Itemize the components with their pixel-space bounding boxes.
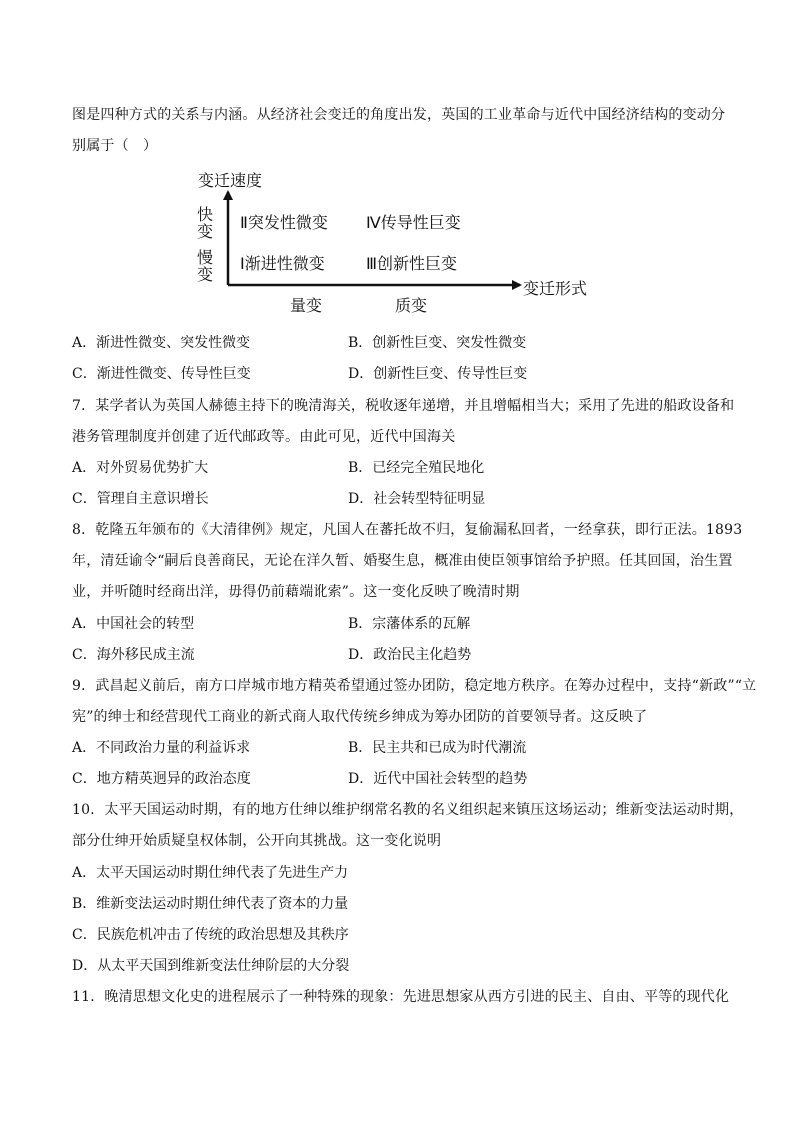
quadrant-3-label: Ⅲ创新性巨变 — [366, 254, 458, 273]
q6-option-b[interactable]: B．创新性巨变、突发性微变 — [348, 335, 527, 351]
q10-stem-line-1: 10．太平天国运动时期，有的地方仕绅以维护纲常名教的名义组织起来镇压这场运动；维新变法运动时期， — [72, 802, 744, 818]
q11-stem-line-1: 11．晚清思想文化史的进程展示了一种特殊的现象：先进思想家从西方引进的民主、自由、平等的现代化 — [72, 989, 730, 1005]
q6-stem-line-1: 图是四种方式的关系与内涵。从经济社会变迁的角度出发，英国的工业革命与近代中国经济结构的变动分 — [72, 107, 726, 123]
q10-stem-line-2: 部分仕绅开始质疑皇权体制，公开向其挑战。这一变化说明 — [72, 833, 442, 849]
q10-option-c[interactable]: C．民族危机冲击了传统的政治思想及其秩序 — [72, 927, 349, 943]
q9-stem-line-2: 宪”的绅士和经营现代工商业的新式商人取代传统乡绅成为筹办团防的首要领导者。这反映了 — [72, 709, 648, 725]
q8-option-b[interactable]: B．宗藩体系的瓦解 — [348, 616, 471, 632]
q8-stem-line-1: 8．乾隆五年颁布的《大清律例》规定，凡国人在蕃托故不归，复偷漏私回者，一经拿获，即行正法。1893 — [72, 522, 743, 538]
change-diagram — [190, 160, 610, 320]
q10-option-b[interactable]: B．维新变法运动时期仕绅代表了资本的力量 — [72, 896, 349, 912]
slow-label-char-2: 变 — [196, 265, 213, 284]
q8-stem-line-3: 业，并听随时经商出洋，毋得仍前藉端讹索”。这一变化反映了晚清时期 — [72, 584, 520, 600]
q6-option-c[interactable]: C．渐进性微变、传导性巨变 — [72, 366, 251, 382]
q9-stem-line-1: 9．武昌起义前后，南方口岸城市地方精英希望通过签办团防，稳定地方秩序。在筹办过程中，支持“新政”“立 — [72, 678, 757, 694]
y-axis-label: 变迁速度 — [198, 171, 263, 190]
q10-option-d[interactable]: D．从太平天国到维新变法仕绅阶层的大分裂 — [72, 958, 350, 974]
q8-option-a[interactable]: A．中国社会的转型 — [72, 616, 195, 632]
quadrant-4-label: Ⅳ传导性巨变 — [366, 213, 461, 232]
q6-stem-line-2: 别属于（ ） — [72, 138, 158, 154]
q9-option-c[interactable]: C．地方精英迥异的政治态度 — [72, 771, 251, 787]
q9-option-d[interactable]: D．近代中国社会转型的趋势 — [348, 771, 528, 787]
q6-option-d[interactable]: D．创新性巨变、传导性巨变 — [348, 366, 528, 382]
q7-option-c[interactable]: C．管理自主意识增长 — [72, 491, 209, 507]
q7-option-a[interactable]: A．对外贸易优势扩大 — [72, 460, 209, 476]
q8-stem-line-2: 年，清廷谕令“嗣后良善商民，无论在洋久暂、婚娶生息，概准由使臣领事馆给予护照。任其回国，治生置 — [72, 553, 733, 569]
q7-stem-line-1: 7．某学者认为英国人赫德主持下的晚清海关，税收逐年递增，并且增幅相当大；采用了先进的船政设备和 — [72, 398, 735, 414]
q9-option-b[interactable]: B．民主共和已成为时代潮流 — [348, 740, 527, 756]
q8-option-c[interactable]: C．海外移民成主流 — [72, 647, 195, 663]
quadrant-1-label: Ⅰ渐进性微变 — [240, 254, 325, 273]
q6-option-a[interactable]: A．渐进性微变、突发性微变 — [72, 335, 251, 351]
slow-label-char-1: 慢 — [196, 248, 213, 267]
x-tick-quantitative: 量变 — [290, 296, 323, 315]
fast-label-char-1: 快 — [196, 205, 213, 224]
q7-option-b[interactable]: B．已经完全殖民地化 — [348, 460, 485, 476]
q8-option-d[interactable]: D．政治民主化趋势 — [348, 647, 472, 663]
x-axis-label: 变迁形式 — [523, 279, 588, 298]
fast-label-char-2: 变 — [196, 222, 213, 241]
q10-option-a[interactable]: A．太平天国运动时期仕绅代表了先进生产力 — [72, 865, 349, 881]
q7-option-d[interactable]: D．社会转型特征明显 — [348, 491, 486, 507]
quadrant-2-label: Ⅱ突发性微变 — [240, 213, 328, 232]
x-tick-qualitative: 质变 — [395, 296, 428, 315]
q9-option-a[interactable]: A．不同政治力量的利益诉求 — [72, 740, 251, 756]
q7-stem-line-2: 港务管理制度并创建了近代邮政等。由此可见，近代中国海关 — [72, 429, 456, 445]
